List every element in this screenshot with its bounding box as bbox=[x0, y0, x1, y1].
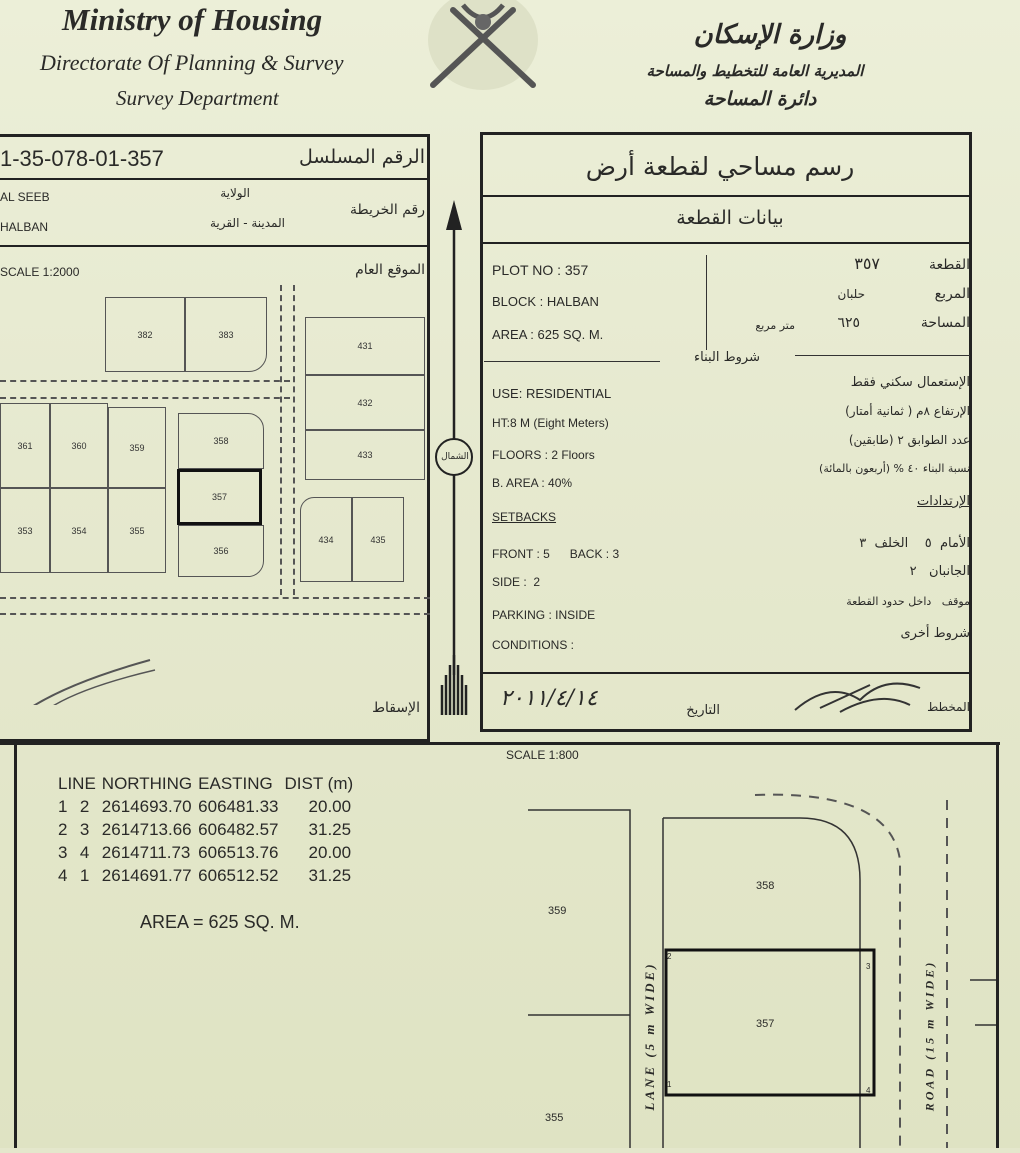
row-to: 4 bbox=[79, 843, 90, 862]
road-edge bbox=[0, 613, 430, 615]
row-northing: 2614693.70 bbox=[101, 797, 192, 816]
road-edge bbox=[293, 285, 295, 595]
table-row bbox=[58, 818, 359, 841]
national-emblem bbox=[418, 0, 548, 100]
floors-ar: عدد الطوابق ٢ (طابقين) bbox=[848, 433, 970, 447]
height-ar: الإرتفاع ٨م ( ثمانية أمتار) bbox=[845, 404, 970, 418]
plot-383: 383 bbox=[185, 297, 267, 372]
parking-value: PARKING : INSIDE bbox=[492, 608, 596, 622]
handwritten-date: ٢٠١١/٤/١٤ bbox=[500, 686, 598, 711]
plot-356: 356 bbox=[178, 525, 264, 577]
projection-label: الإسقاط bbox=[372, 700, 420, 716]
building-conditions-ar: شروط البناء bbox=[694, 350, 760, 365]
row-dist: 31.25 bbox=[308, 820, 352, 839]
plot-382: 382 bbox=[105, 297, 185, 372]
setbacks-heading: SETBACKS bbox=[492, 510, 557, 524]
floors-value: FLOORS : 2 Floors bbox=[492, 448, 595, 462]
height-value: HT:8 M (Eight Meters) bbox=[492, 416, 609, 430]
block-value-ar: حلبان bbox=[837, 287, 865, 301]
detail-scale: SCALE 1:800 bbox=[506, 748, 579, 762]
plot-353: 353 bbox=[0, 488, 50, 573]
row-easting: 606512.52 bbox=[198, 866, 279, 885]
divider bbox=[0, 178, 430, 180]
row-dist: 20.00 bbox=[308, 843, 352, 862]
planner-label-ar: المخطط bbox=[927, 700, 970, 714]
ministry-title-ar: وزارة الإسكان bbox=[693, 20, 847, 50]
corner-1: 1 bbox=[667, 1080, 672, 1089]
plot-value-ar: ٣٥٧ bbox=[854, 254, 880, 273]
road-edge bbox=[0, 597, 430, 599]
plot-355: 355 bbox=[108, 488, 166, 573]
area-unit-ar: متر مربع bbox=[755, 319, 795, 332]
total-area: AREA = 625 SQ. M. bbox=[140, 912, 300, 932]
area-value: AREA : 625 SQ. M. bbox=[492, 327, 604, 342]
header-dist: DIST (m) bbox=[284, 774, 354, 793]
road-edge bbox=[280, 285, 282, 595]
date-label-ar: التاريخ bbox=[686, 703, 720, 718]
row-to: 3 bbox=[79, 820, 90, 839]
department-title-en: Survey Department bbox=[116, 86, 279, 110]
coordinates-table bbox=[58, 772, 359, 887]
detail-plot-357: 357 bbox=[756, 1018, 775, 1030]
header-northing: NORTHING bbox=[101, 774, 193, 793]
row-dist: 31.25 bbox=[308, 866, 352, 885]
directorate-title-en: Directorate Of Planning & Survey bbox=[40, 50, 344, 75]
scale-location: SCALE 1:2000 bbox=[0, 265, 80, 279]
corner-4: 4 bbox=[866, 1086, 871, 1095]
plot-361: 361 bbox=[0, 403, 50, 488]
other-conditions-ar: شروط أخرى bbox=[900, 626, 970, 641]
row-dist: 20.00 bbox=[308, 797, 352, 816]
directorate-title-ar: المديرية العامة للتخطيط والمساحة bbox=[646, 62, 864, 80]
table-row bbox=[58, 864, 359, 887]
map-number-label: رقم الخريطة bbox=[349, 202, 425, 218]
block-label-ar: المربع bbox=[934, 286, 970, 302]
planner-signature bbox=[790, 670, 930, 720]
north-label: الشمال bbox=[441, 452, 469, 462]
building-area-value: B. AREA : 40% bbox=[492, 476, 573, 490]
plot-data-subtitle-ar: بيانات القطعة bbox=[676, 207, 784, 229]
divider bbox=[706, 255, 707, 350]
detail-plot-355: 355 bbox=[545, 1112, 564, 1124]
row-easting: 606482.57 bbox=[198, 820, 279, 839]
table-row bbox=[58, 841, 359, 864]
plot-357-highlight: 357 bbox=[177, 469, 262, 525]
sides-ar: الجانبان ٢ bbox=[909, 564, 970, 579]
row-easting: 606481.33 bbox=[198, 797, 279, 816]
plot-no: PLOT NO : 357 bbox=[492, 262, 589, 278]
detail-plot-359: 359 bbox=[548, 905, 567, 917]
village-label: المدينة - القرية bbox=[209, 216, 285, 230]
road-edge bbox=[0, 380, 290, 382]
ministry-title-en: Ministry of Housing bbox=[62, 2, 323, 37]
plot-431: 431 bbox=[305, 317, 425, 375]
plot-434: 434 bbox=[300, 497, 352, 582]
plot-432: 432 bbox=[305, 375, 425, 430]
side-setback: SIDE : 2 bbox=[492, 575, 541, 589]
row-northing: 2614711.73 bbox=[101, 843, 191, 862]
building-conditions-rule bbox=[484, 361, 660, 362]
divider bbox=[0, 245, 430, 247]
header-line: LINE bbox=[58, 774, 96, 793]
front-back-ar: الأمام ٥ الخلف ٣ bbox=[859, 536, 970, 551]
location-label: الموقع العام bbox=[355, 262, 425, 278]
building-conditions-rule bbox=[795, 355, 970, 356]
road-edge bbox=[0, 397, 290, 399]
department-title-ar: دائرة المساحة bbox=[703, 88, 817, 110]
village-value: HALBAN bbox=[0, 220, 49, 234]
serial-number-label: الرقم المسلسل bbox=[299, 146, 425, 168]
corner-3: 3 bbox=[866, 962, 871, 971]
serial-number: 1-35-078-01-357 bbox=[0, 146, 164, 171]
row-from: 4 bbox=[58, 866, 68, 885]
area-label-ar: المساحة bbox=[920, 315, 970, 331]
plot-title-ar: رسم مساحي لقطعة أرض bbox=[585, 152, 855, 181]
divider bbox=[482, 242, 970, 244]
location-map bbox=[0, 285, 430, 705]
use-value: USE: RESIDENTIAL bbox=[492, 386, 612, 401]
plot-359: 359 bbox=[108, 407, 166, 488]
road-label: ROAD (15 m WIDE) bbox=[922, 959, 937, 1112]
parking-ar: موقف داخل حدود القطعة bbox=[846, 595, 970, 608]
row-easting: 606513.76 bbox=[198, 843, 279, 862]
bottom-divider bbox=[0, 742, 1000, 745]
plot-433: 433 bbox=[305, 430, 425, 480]
wilayat-label: الولاية bbox=[220, 186, 250, 200]
row-from: 3 bbox=[58, 843, 68, 862]
front-back-setbacks: FRONT : 5 BACK : 3 bbox=[492, 547, 620, 561]
row-to: 1 bbox=[79, 866, 90, 885]
row-northing: 2614713.66 bbox=[101, 820, 192, 839]
ratio-ar: نسبة البناء ٤٠ % (أربعون بالمائة) bbox=[819, 462, 970, 475]
sketch-marks bbox=[0, 645, 180, 705]
plot-354: 354 bbox=[50, 488, 108, 573]
use-ar: الإستعمال سكني فقط bbox=[850, 375, 970, 390]
corner-2: 2 bbox=[667, 952, 672, 961]
setbacks-ar: الإرتدادات bbox=[917, 494, 970, 509]
area-value-ar: ٦٢٥ bbox=[837, 315, 860, 331]
detail-plot-358: 358 bbox=[756, 880, 775, 892]
plot-360: 360 bbox=[50, 403, 108, 488]
block-name: BLOCK : HALBAN bbox=[492, 294, 599, 309]
plot-label-ar: القطعة bbox=[929, 257, 970, 273]
sheet-border-left bbox=[14, 742, 17, 1148]
plot-435: 435 bbox=[352, 497, 404, 582]
row-northing: 2614691.77 bbox=[101, 866, 192, 885]
lane-label: LANE (5 m WIDE) bbox=[642, 961, 657, 1111]
table-row bbox=[58, 795, 359, 818]
header-easting: EASTING bbox=[198, 774, 273, 793]
plot-358: 358 bbox=[178, 413, 264, 469]
conditions-value: CONDITIONS : bbox=[492, 638, 575, 652]
wilayat-value: AL SEEB bbox=[0, 190, 50, 204]
row-from: 2 bbox=[58, 820, 68, 839]
row-from: 1 bbox=[58, 797, 68, 816]
divider bbox=[482, 195, 970, 197]
sheet-border-right bbox=[996, 742, 999, 1148]
row-to: 2 bbox=[79, 797, 90, 816]
